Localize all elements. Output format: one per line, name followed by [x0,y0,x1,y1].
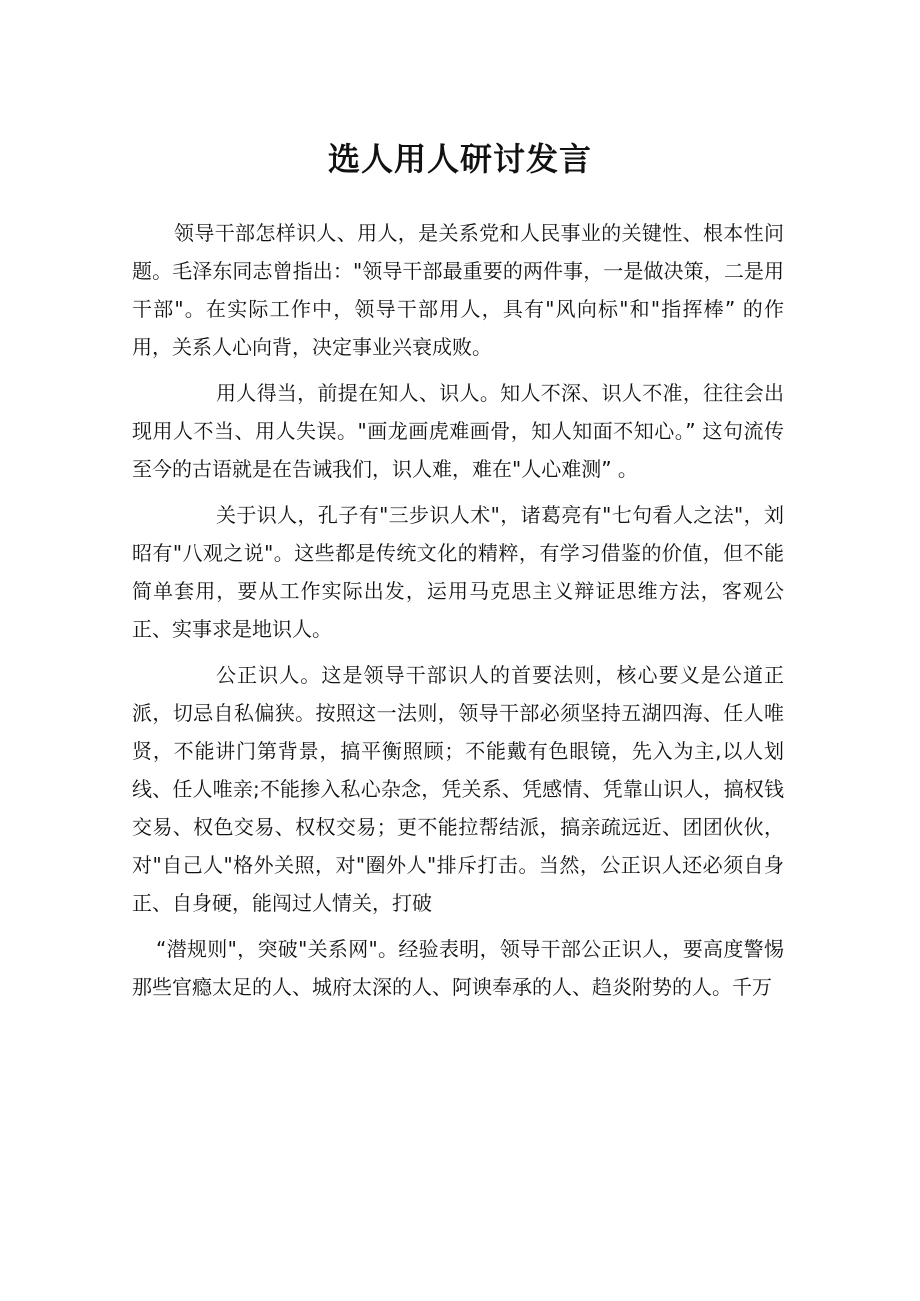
paragraph: 关于识人，孔子有"三步识人术"，诸葛亮有"七句看人之法"，刘昭有"八观之说"。这些都是传统文化的精粹，有学习借鉴的价值，但不能简单套用，要从工作实际出发，运用马克思主义辩证思维方法，客观公正、实事求是地识人。 [132,503,784,641]
paragraph: 用人得当，前提在知人、识人。知人不深、识人不准，往往会出现用人不当、用人失误。"画龙画虎难画骨，知人知面不知心。” 这句流传至今的古语就是在告诫我们，识人难，难在"人心难测” 。 [132,381,784,481]
paragraph: 公正识人。这是领导干部识人的首要法则，核心要义是公道正派，切忌自私偏狭。按照这一法则，领导干部必须坚持五湖四海、任人唯贤，不能讲门第背景，搞平衡照顾；不能戴有色眼镜，先入为主,以人划线、任人唯亲;不能掺入私心杂念，凭关系、凭感情、凭靠山识人，搞权钱交易、权色交易、权权交易；更不能拉帮结派，搞亲疏远近、团团伙伙，对"自己人"格外关照，对"圈外人"排斥打击。当然，公正识人还必须自身正、自身硬，能闯过人情关，打破 [132,663,784,915]
paragraph: “潜规则"，突破"关系网"。经验表明，领导干部公正识人，要高度警惕那些官瘾太足的人、城府太深的人、阿谀奉承的人、趋炎附势的人。千万 [132,937,784,999]
paragraph: 领导干部怎样识人、用人，是关系党和人民事业的关键性、根本性问题。毛泽东同志曾指出："领导干部最重要的两件事，一是做决策，二是用干部"。在实际工作中，领导干部用人，具有"风向标"和"指挥棒” 的作用，关系人心向背，决定事业兴衰成败。 [132,221,784,359]
document-body [132,214,784,1014]
document-title: 选人用人研讨发言 [327,140,592,179]
